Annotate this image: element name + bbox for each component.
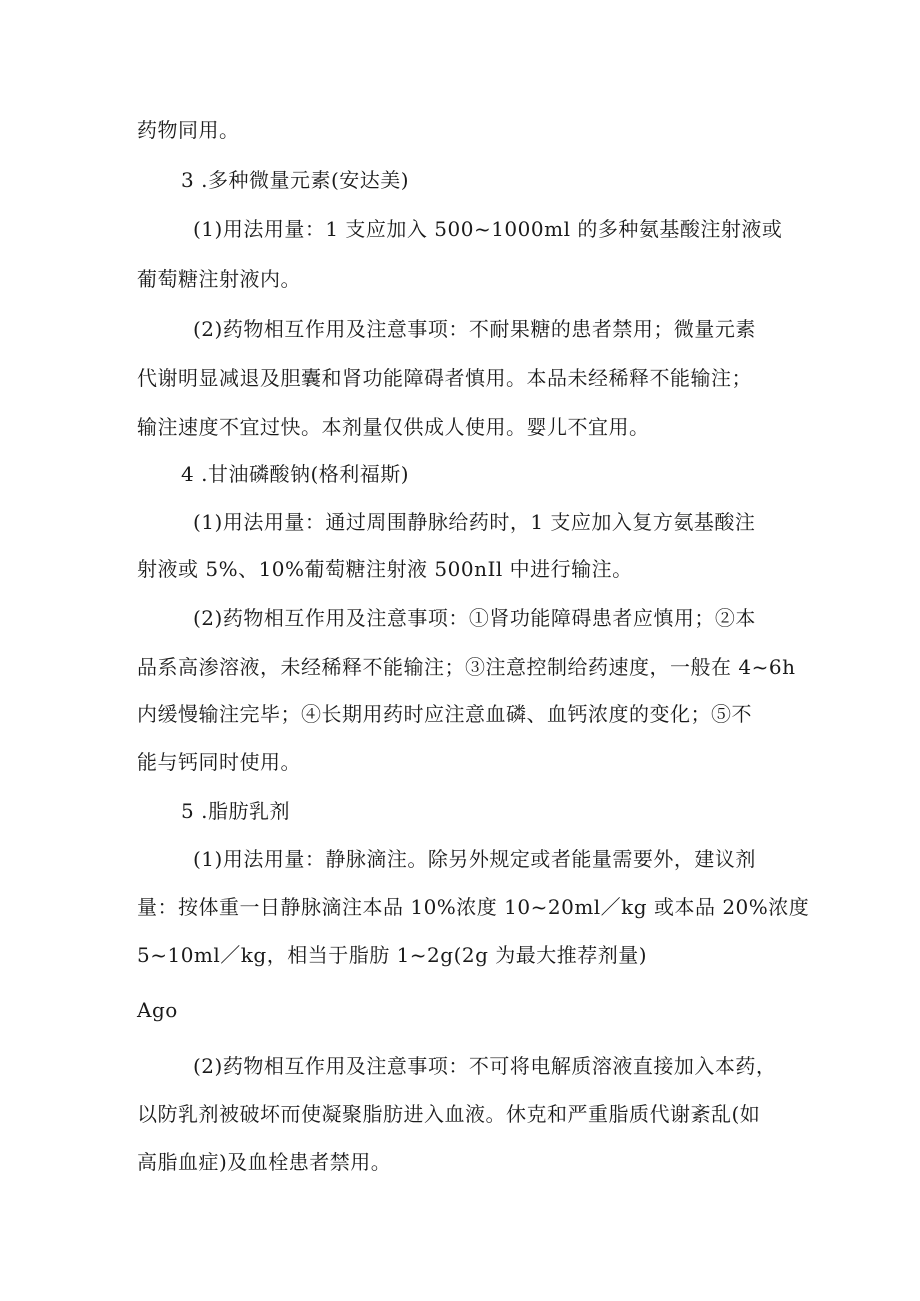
section-heading-3: 3 .多种微量元素(安达美) xyxy=(181,168,410,192)
paragraph-line: 高脂血症)及血栓患者禁用。 xyxy=(137,1150,392,1174)
paragraph-line: (2)药物相互作用及注意事项：①肾功能障碍患者应慎用；②本 xyxy=(193,606,756,630)
stray-text-line: Ago xyxy=(137,998,178,1022)
paragraph-line: 量：按体重一日静脉滴注本品 10%浓度 10~20ml／kg 或本品 20%浓度 xyxy=(137,895,810,919)
paragraph-line: 内缓慢输注完毕；④长期用药时应注意血磷、血钙浓度的变化；⑤不 xyxy=(137,702,752,726)
paragraph-line: (1)用法用量：1 支应加入 500~1000ml 的多种氨基酸注射液或 xyxy=(193,217,783,241)
paragraph-line: (1)用法用量：通过周围静脉给药时，1 支应加入复方氨基酸注 xyxy=(193,510,756,534)
paragraph-line: (1)用法用量：静脉滴注。除另外规定或者能量需要外，建议剂 xyxy=(193,847,756,871)
paragraph-line: 以防乳剂被破坏而使凝聚脂肪进入血液。休克和严重脂质代谢紊乱(如 xyxy=(137,1102,761,1126)
paragraph-line: 葡萄糖注射液内。 xyxy=(137,267,301,291)
paragraph-line: 输注速度不宜过快。本剂量仅供成人使用。婴儿不宜用。 xyxy=(137,415,650,439)
section-heading-4: 4 .甘油磷酸钠(格利福斯) xyxy=(181,462,410,486)
paragraph-line: 品系高渗溶液，未经稀释不能输注；③注意控制给药速度，一般在 4~6h xyxy=(137,655,796,679)
paragraph-line: (2)药物相互作用及注意事项：不耐果糖的患者禁用；微量元素 xyxy=(193,317,756,341)
section-heading-5: 5 .脂肪乳剂 xyxy=(181,799,290,823)
paragraph-line: 代谢明显减退及胆囊和肾功能障碍者慎用。本品未经稀释不能输注； xyxy=(137,366,752,390)
paragraph-line: (2)药物相互作用及注意事项：不可将电解质溶液直接加入本药， xyxy=(193,1054,777,1078)
paragraph-line: 能与钙同时使用。 xyxy=(137,750,301,774)
paragraph-line: 5~10ml／kg，相当于脂肪 1~2g(2g 为最大推荐剂量) xyxy=(137,943,648,967)
paragraph-line: 射液或 5%、10%葡萄糖注射液 500nIl 中进行输注。 xyxy=(137,557,633,581)
text-line-continuation: 药物同用。 xyxy=(137,118,240,142)
